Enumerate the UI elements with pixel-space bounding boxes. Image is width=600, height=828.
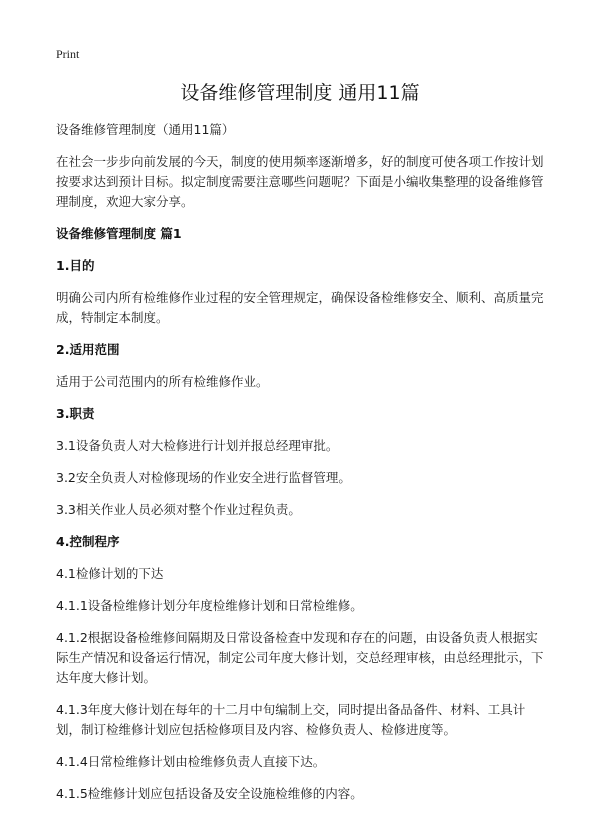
print-label: Print bbox=[56, 47, 80, 61]
paragraph: 明确公司内所有检维修作业过程的安全管理规定，确保设备检维修安全、顺利、高质量完成，特制定本制度。 bbox=[56, 290, 544, 325]
section-heading: 3.职责 bbox=[56, 406, 95, 421]
paragraph: 4.1.5检维修计划应包括设备及安全设施检维修的内容。 bbox=[56, 786, 363, 801]
section-heading: 2.适用范围 bbox=[56, 342, 120, 357]
paragraph: 在社会一步步向前发展的今天，制度的使用频率逐渐增多，好的制度可使各项工作按计划按要求达到预计目标。拟定制度需要注意哪些问题呢？下面是小编收集整理的设备维修管理制度，欢迎大家分享。 bbox=[56, 154, 544, 209]
paragraph: 3.3相关作业人员必须对整个作业过程负责。 bbox=[56, 502, 301, 517]
paragraph: 3.2安全负责人对检修现场的作业安全进行监督管理。 bbox=[56, 470, 351, 485]
paragraph: 4.1.2根据设备检维修间隔期及日常设备检查中发现和存在的问题，由设备负责人根据实际生产情况和设备运行情况，制定公司年度大修计划，交总经理审核，由总经理批示，下达年度大修计划。 bbox=[56, 630, 544, 685]
paragraph: 4.1检修计划的下达 bbox=[56, 566, 164, 581]
paragraph: 4.1.1设备检维修计划分年度检维修计划和日常检维修。 bbox=[56, 598, 363, 613]
section-heading: 1.目的 bbox=[56, 258, 95, 273]
section-heading: 4.控制程序 bbox=[56, 534, 120, 549]
document-body bbox=[56, 120, 548, 816]
paragraph: 3.1设备负责人对大检修进行计划并报总经理审批。 bbox=[56, 438, 339, 453]
paragraph: 4.1.4日常检维修计划由检维修负责人直接下达。 bbox=[56, 754, 326, 769]
paragraph: 4.1.3年度大修计划在每年的十二月中旬编制上交，同时提出备品备件、材料、工具计划，制订检维修计划应包括检修项目及内容、检修负责人、检修进度等。 bbox=[56, 702, 526, 737]
paragraph: 适用于公司范围内的所有检维修作业。 bbox=[56, 374, 269, 389]
document-title: 设备维修管理制度 通用11篇 bbox=[180, 82, 420, 104]
section-heading: 设备维修管理制度 篇1 bbox=[56, 226, 182, 241]
paragraph: 设备维修管理制度（通用11篇） bbox=[56, 122, 235, 137]
